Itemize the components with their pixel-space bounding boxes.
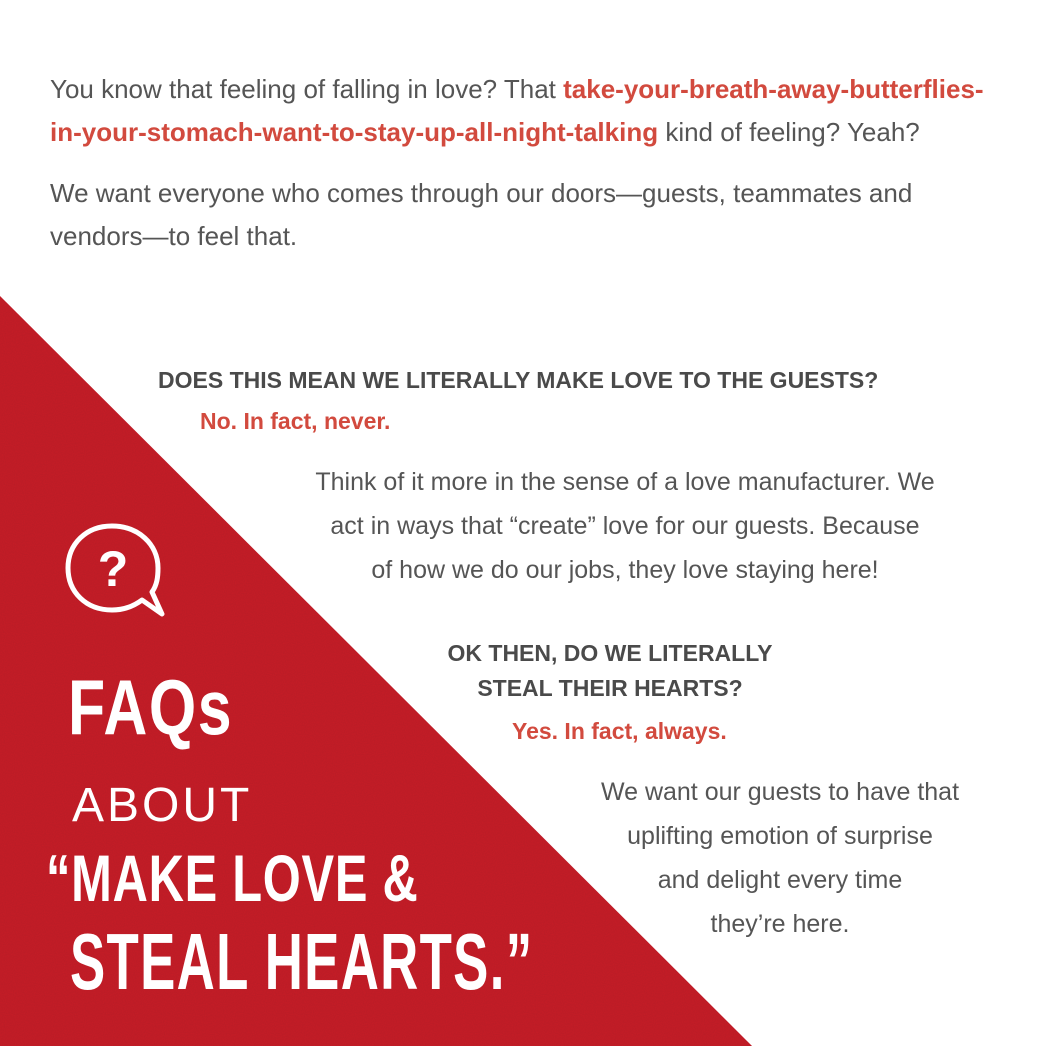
intro-paragraph-2: We want everyone who comes through our doors—guests, teammates and vendors—to feel that. xyxy=(50,178,913,251)
faq2-body-line: they’re here. xyxy=(710,910,850,938)
faq1-body xyxy=(250,460,1000,592)
graphic-line-faqs: FAQs xyxy=(68,663,234,751)
graphic-line-make-love: “MAKE LOVE & xyxy=(46,841,419,915)
faq1-body-line: act in ways that “create” love for our guests. Because xyxy=(330,512,920,540)
faq1-body-line: Think of it more in the sense of a love manufacturer. We xyxy=(315,468,935,496)
faq2-answer: Yes. In fact, always. xyxy=(512,718,727,744)
intro-paragraph-1 xyxy=(50,68,990,154)
intro-text-start: You know that feeling of falling in love? That xyxy=(50,74,564,104)
faq2-body-line: We want our guests to have that xyxy=(600,778,960,806)
faq2-question xyxy=(400,636,820,706)
faq2-body-line: uplifting emotion of surprise xyxy=(627,822,933,850)
faq2-question-line: OK THEN, DO WE LITERALLY xyxy=(447,640,773,666)
intro-text xyxy=(50,68,990,258)
faq2-question-line: STEAL THEIR HEARTS? xyxy=(477,675,743,701)
faq1-body-line: of how we do our jobs, they love staying here! xyxy=(371,556,879,584)
graphic-line-about: ABOUT xyxy=(72,779,253,832)
faq2-body-line: and delight every time xyxy=(657,866,903,894)
faq2-body xyxy=(560,770,1000,946)
intro-text-end: kind of feeling? Yeah? xyxy=(658,117,920,147)
question-bubble-icon xyxy=(60,518,170,628)
graphic-line-steal-hearts: STEAL HEARTS.” xyxy=(70,917,534,1006)
intro-highlight: take-your-breath-away-butterflies-in-your-stomach-want-to-stay-up-all-night-talking xyxy=(50,74,984,147)
faq1-question: DOES THIS MEAN WE LITERALLY MAKE LOVE TO THE GUESTS? xyxy=(158,367,879,393)
bubble-glyph: ? xyxy=(97,541,129,597)
faq1-answer: No. In fact, never. xyxy=(200,408,391,434)
